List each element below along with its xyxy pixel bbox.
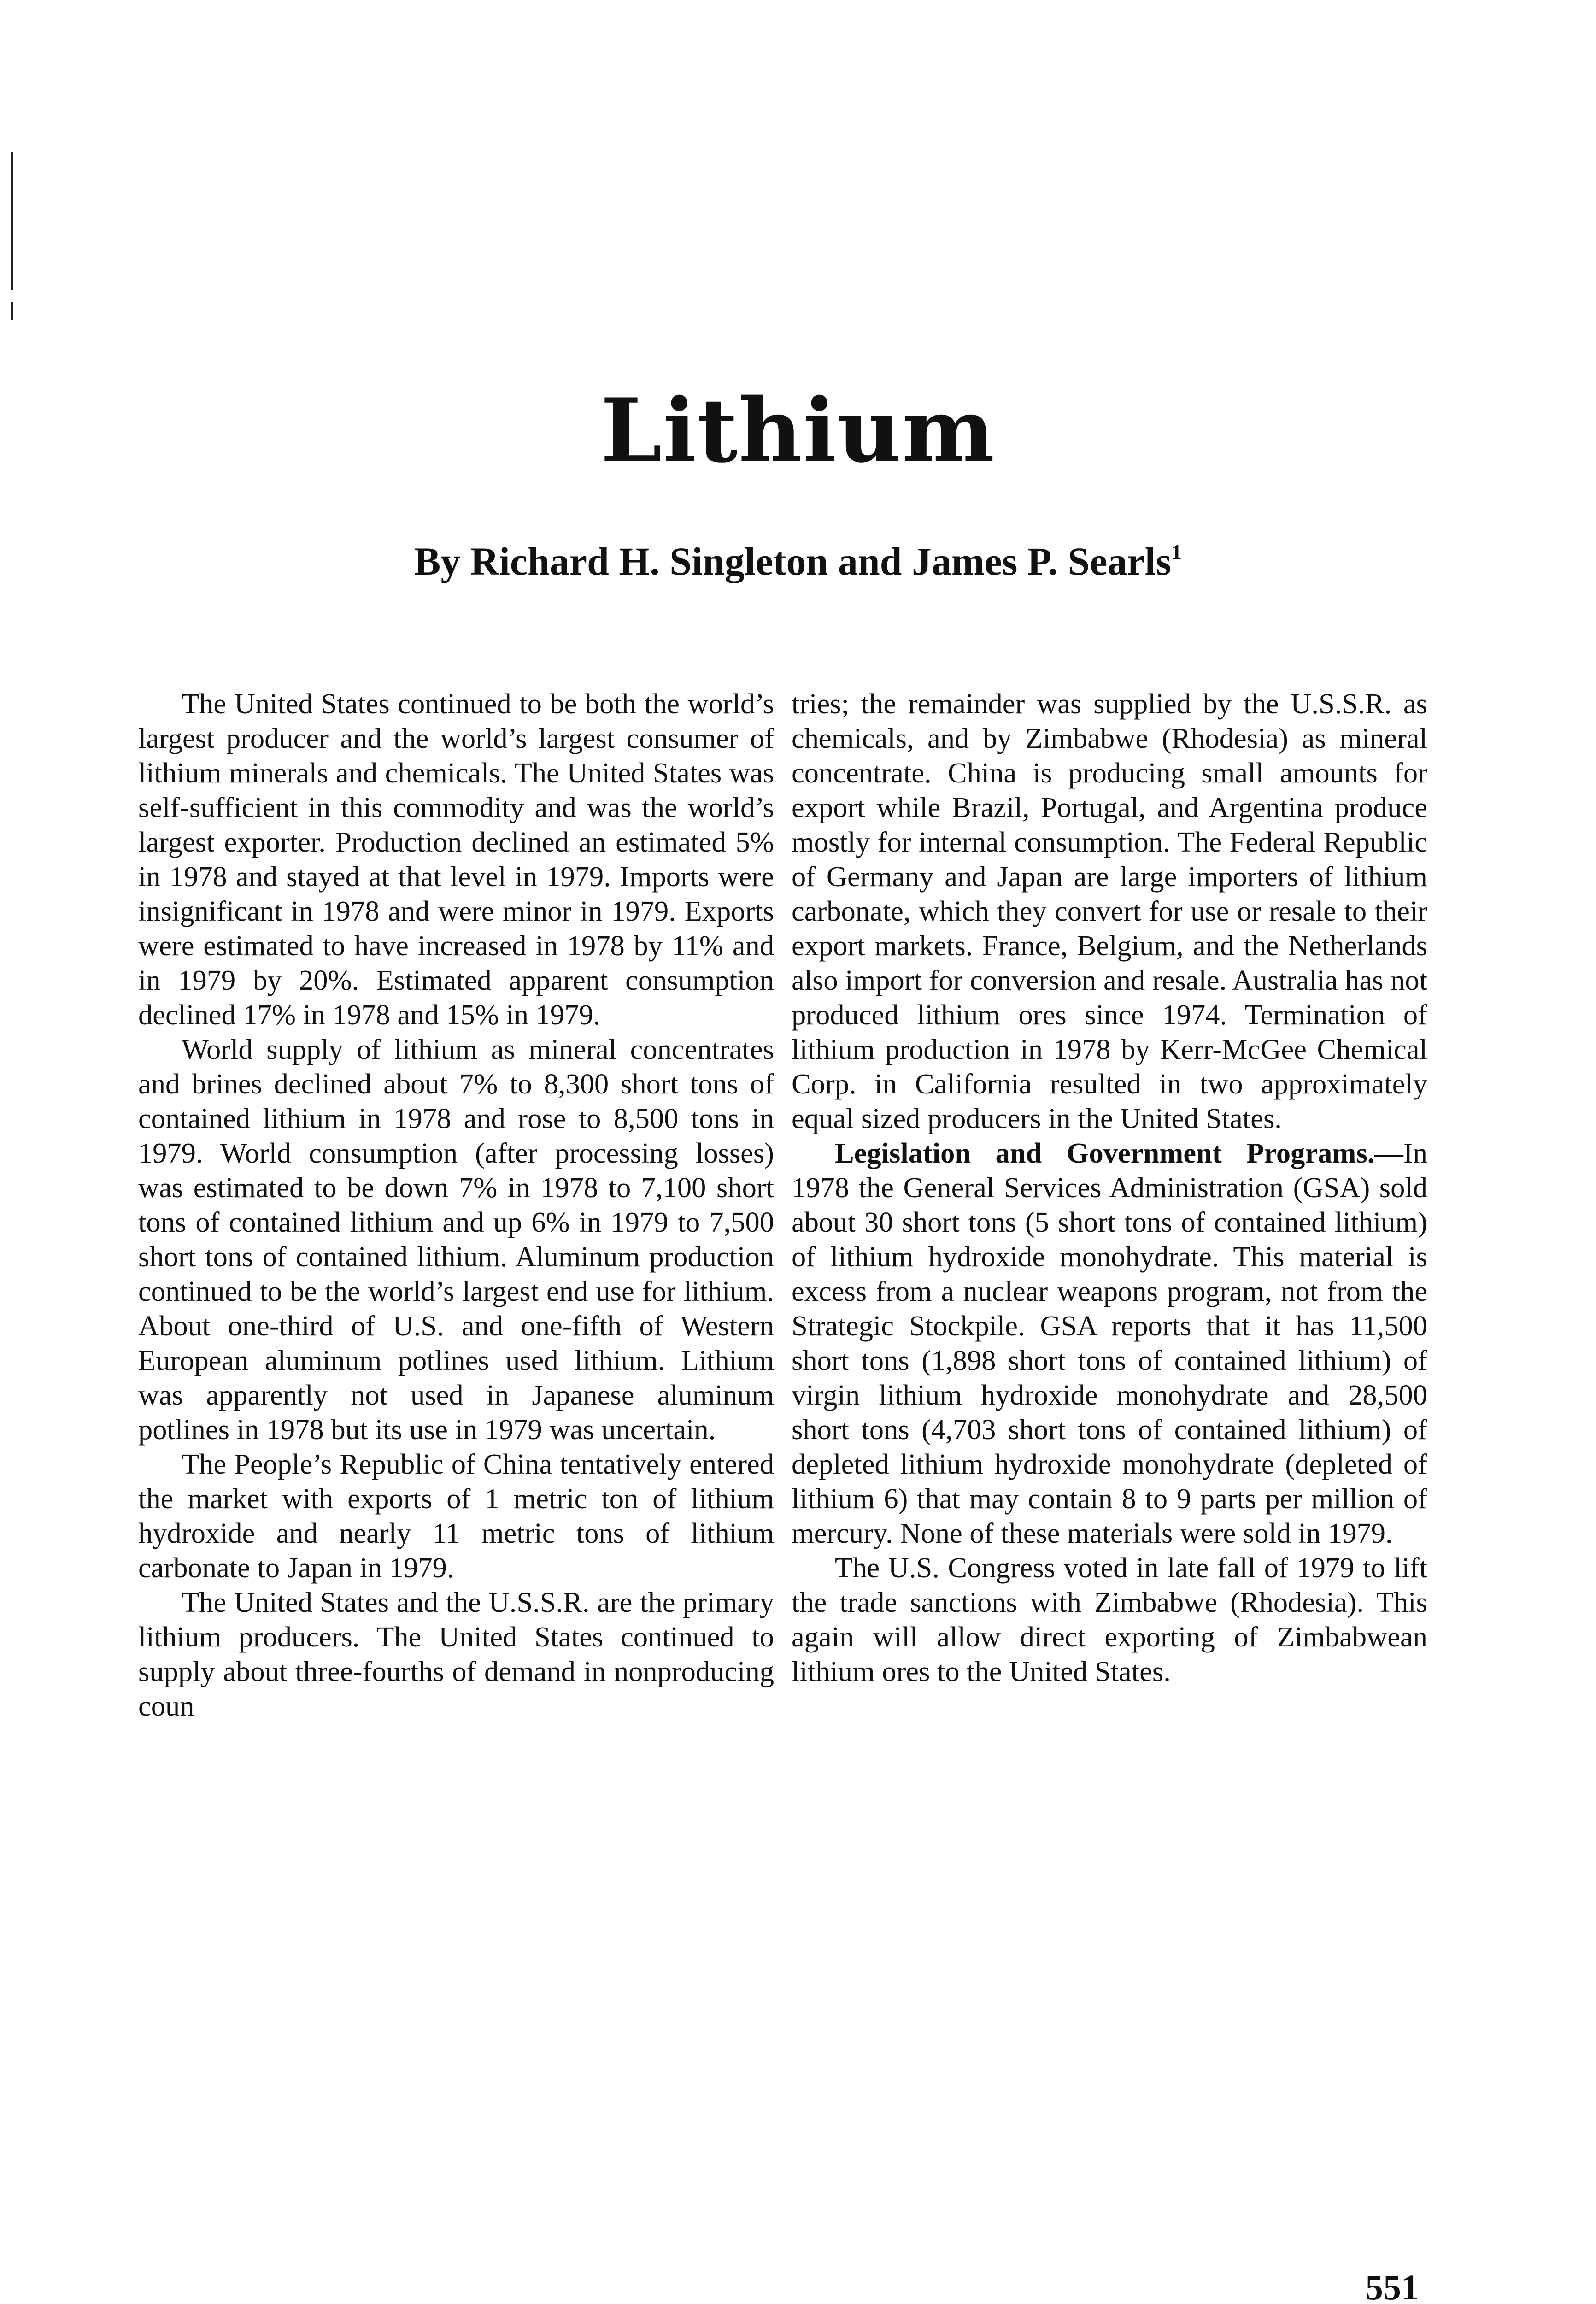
- page-title: Lithium: [600, 379, 996, 482]
- paragraph-legislation-body: —In 1978 the General Services Administration (GSA) sold about 30 short tons (5 short tons of contained lithium) of lithium hydroxide monohydrate. This material is excess from a nuclear weapons program, not from the Strategic Stockpile. GSA reports that it has 11,500 short tons (1,898 short tons of contained lithium) of virgin lithium hydroxide monohydrate and 28,500 short tons (4,703 short tons of contained lithium) of depleted lithium hydroxide monohydrate (depleted of lithium 6) that may contain 8 to 9 parts per million of mercury. None of these materials were sold in 1979.: [792, 1137, 1427, 1549]
- section-heading-legislation: Legislation and Government Programs.: [835, 1137, 1375, 1169]
- paragraph-overview: The United States continued to be both the world’s largest producer and the world’s largest consumer of lithium minerals and chemicals. The United States was self-sufficient in this commodity and was the world’s largest exporter. Production declined an estimated 5% in 1978 and stayed at that level in 1979. Imports were insignificant in 1978 and were minor in 1979. Exports were estimated to have increased in 1978 by 11% and in 1979 by 20%. Estimated apparent consumption declined 17% in 1978 and 15% in 1979.: [138, 688, 774, 1031]
- footnote-marker: 1: [1171, 540, 1182, 564]
- paragraph-primary-producers: The United States and the U.S.S.R. are the primary lithium producers. The United States continued to supply about three-fourths of demand in nonproducing coun: [138, 1586, 774, 1722]
- margin-binding-mark: [11, 152, 13, 290]
- paragraph-trade-sanctions: The U.S. Congress voted in late fall of 1979 to lift the trade sanctions with Zimbabwe (Rhodesia). This again will allow direct exporting of Zimbabwean lithium ores to the United States.: [792, 1552, 1427, 1687]
- paragraph-producers-continued: tries; the remainder was supplied by the U.S.S.R. as chemicals, and by Zimbabwe (Rhodesia) as mineral concentrate. China is producing small amounts for export while Brazil, Portugal, and Argentina produce mostly for internal consumption. The Federal Republic of Germany and Japan are large importers of lithium carbonate, which they convert for use or resale to their export markets. France, Belgium, and the Netherlands also import for conversion and resale. Australia has not produced lithium ores since 1974. Termination of lithium production in 1978 by Kerr-McGee Chemical Corp. in California resulted in two approximately equal sized producers in the United States.: [792, 688, 1427, 1134]
- margin-binding-mark: [11, 302, 13, 320]
- left-column: [138, 687, 774, 1723]
- page-number: 551: [1365, 2267, 1419, 2304]
- paragraph-world-supply: World supply of lithium as mineral concentrates and brines declined about 7% to 8,300 short tons of contained lithium in 1978 and rose to 8,500 tons in 1979. World consumption (after processing losses) was estimated to be down 7% in 1978 to 7,100 short tons of contained lithium and up 6% in 1979 to 7,500 short tons of contained lithium. Aluminum production continued to be the world’s largest end use for lithium. About one-third of U.S. and one-fifth of Western European aluminum potlines used lithium. Lithium was apparently not used in Japanese aluminum potlines in 1978 but its use in 1979 was uncertain.: [138, 1033, 774, 1446]
- right-column: [792, 687, 1427, 1689]
- paragraph-legislation: [792, 1136, 1427, 1551]
- paragraph-china-exports: The People’s Republic of China tentatively entered the market with exports of 1 metric ton of lithium hydroxide and nearly 11 metric tons of lithium carbonate to Japan in 1979.: [138, 1448, 774, 1584]
- byline: [0, 541, 1596, 581]
- byline-authors: By Richard H. Singleton and James P. Searls: [414, 539, 1171, 583]
